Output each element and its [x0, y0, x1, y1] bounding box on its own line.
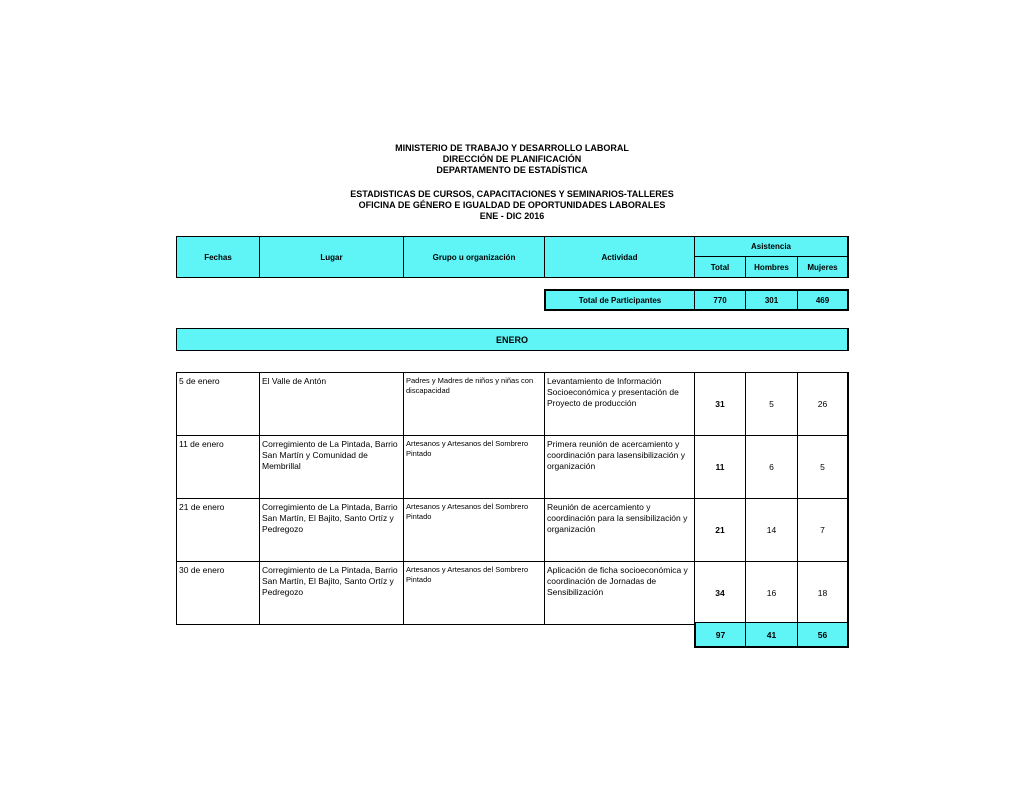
row-2-lugar	[259, 435, 404, 499]
row-1-mujeres	[797, 372, 849, 436]
row-3-hombres	[745, 498, 798, 562]
month-banner-label: ENERO	[495, 334, 528, 345]
row-3-lugar	[259, 498, 404, 562]
month-total-hombres-value: 41	[766, 629, 777, 640]
row-2-actividad	[544, 435, 695, 499]
summary-label-text: Total de Participantes	[578, 295, 662, 305]
row-1-lugar	[259, 372, 404, 436]
row-4-grupo	[403, 561, 545, 625]
month-banner	[176, 328, 849, 351]
row-2-hombres-text: 6	[769, 462, 774, 472]
col-header-lugar-label: Lugar	[320, 252, 343, 262]
row-2-mujeres-text: 5	[820, 462, 825, 472]
col-header-hombres-label: Hombres	[754, 262, 789, 272]
month-total-hombres	[745, 622, 798, 648]
row-1-hombres	[745, 372, 798, 436]
row-2-grupo	[403, 435, 545, 499]
col-header-asistencia	[694, 236, 849, 257]
row-1-lugar-text: El Valle de Antón	[262, 376, 327, 386]
report-title	[0, 189, 1024, 222]
row-4-lugar-text: Corregimiento de La Pintada, Barrio San Martín, El Bajito, Santo Ortíz y Pedregozo	[262, 565, 398, 597]
row-2-mujeres	[797, 435, 849, 499]
col-header-total	[694, 256, 746, 278]
row-1-hombres-text: 5	[769, 399, 774, 409]
row-3-lugar-text: Corregimiento de La Pintada, Barrio San Martín, El Bajito, Santo Ortíz y Pedregozo	[262, 502, 398, 534]
row-4-mujeres-text: 18	[817, 588, 828, 598]
row-3-grupo-text: Artesanos y Artesanos del Sombrero Pintado	[406, 502, 529, 521]
row-2-total-text: 11	[715, 462, 725, 472]
header-line-1: MINISTERIO DE TRABAJO Y DESARROLLO LABORAL	[395, 143, 629, 153]
row-1-grupo	[403, 372, 545, 436]
row-1-fecha	[176, 372, 260, 436]
row-3-total	[694, 498, 746, 562]
summary-mujeres	[797, 289, 849, 311]
summary-hombres	[745, 289, 798, 311]
ministry-header	[0, 143, 1024, 176]
title-line-2: OFICINA DE GÉNERO E IGUALDAD DE OPORTUNIDADES LABORALES	[358, 200, 666, 210]
col-header-hombres	[745, 256, 798, 278]
row-4-actividad	[544, 561, 695, 625]
col-header-asistencia-label: Asistencia	[750, 242, 792, 251]
col-header-actividad	[544, 236, 695, 278]
row-2-fecha-text: 11 de enero	[179, 439, 224, 449]
row-3-mujeres	[797, 498, 849, 562]
row-1-total-text: 31	[715, 399, 725, 409]
month-total-total-value: 97	[715, 629, 726, 640]
title-line-3: ENE - DIC 2016	[479, 211, 545, 221]
col-header-mujeres-label: Mujeres	[807, 262, 838, 272]
row-3-grupo	[403, 498, 545, 562]
summary-total-value: 770	[713, 295, 727, 305]
row-4-mujeres	[797, 561, 849, 625]
row-1-fecha-text: 5 de enero	[179, 376, 220, 386]
row-2-hombres	[745, 435, 798, 499]
row-4-hombres	[745, 561, 798, 625]
row-3-total-text: 21	[715, 525, 725, 535]
row-2-actividad-text: Primera reunión de acercamiento y coordinación para lasensibilización y organización	[547, 439, 685, 471]
col-header-lugar	[259, 236, 404, 278]
summary-total	[694, 289, 746, 311]
row-4-lugar	[259, 561, 404, 625]
title-line-1: ESTADISTICAS DE CURSOS, CAPACITACIONES Y SEMINARIOS-TALLERES	[350, 189, 674, 199]
row-3-actividad-text: Reunión de acercamiento y coordinación para la sensibilización y organización	[547, 502, 688, 534]
row-4-fecha-text: 30 de enero	[179, 565, 225, 575]
row-4-grupo-text: Artesanos y Artesanos del Sombrero Pintado	[406, 565, 529, 584]
row-2-total	[694, 435, 746, 499]
row-2-lugar-text: Corregimiento de La Pintada, Barrio San Martín y Comunidad de Membrillal	[262, 439, 398, 471]
row-3-fecha	[176, 498, 260, 562]
row-4-hombres-text: 16	[766, 588, 777, 598]
row-1-actividad	[544, 372, 695, 436]
col-header-fechas	[176, 236, 260, 278]
month-total-mujeres-value: 56	[817, 629, 828, 640]
header-line-2: DIRECCIÓN DE PLANIFICACIÓN	[442, 154, 582, 164]
month-total-mujeres	[797, 622, 849, 648]
row-4-total-text: 34	[715, 588, 725, 598]
summary-label	[544, 289, 695, 311]
row-3-hombres-text: 14	[766, 525, 777, 535]
header-line-3: DEPARTAMENTO DE ESTADÍSTICA	[436, 165, 588, 175]
row-3-fecha-text: 21 de enero	[179, 502, 225, 512]
month-total-total	[694, 622, 746, 648]
row-3-actividad	[544, 498, 695, 562]
col-header-actividad-label: Actividad	[601, 252, 638, 262]
row-4-total	[694, 561, 746, 625]
row-1-mujeres-text: 26	[817, 399, 828, 409]
col-header-mujeres	[797, 256, 849, 278]
row-1-actividad-text: Levantamiento de Información Socioeconómica y presentación de Proyecto de producción	[547, 376, 679, 408]
summary-mujeres-value: 469	[815, 295, 830, 305]
col-header-grupo	[403, 236, 545, 278]
row-3-mujeres-text: 7	[820, 525, 825, 535]
col-header-grupo-label: Grupo u organización	[432, 252, 516, 262]
row-4-actividad-text: Aplicación de ficha socioeconómica y coordinación de Jornadas de Sensibilización	[547, 565, 688, 597]
row-4-fecha	[176, 561, 260, 625]
row-2-grupo-text: Artesanos y Artesanos del Sombrero Pintado	[406, 439, 529, 458]
row-1-total	[694, 372, 746, 436]
summary-hombres-value: 301	[764, 295, 779, 305]
col-header-total-label: Total	[710, 262, 730, 272]
row-2-fecha	[176, 435, 260, 499]
row-1-grupo-text: Padres y Madres de niños y niñas con discapacidad	[406, 376, 534, 395]
col-header-fechas-label: Fechas	[204, 252, 232, 262]
